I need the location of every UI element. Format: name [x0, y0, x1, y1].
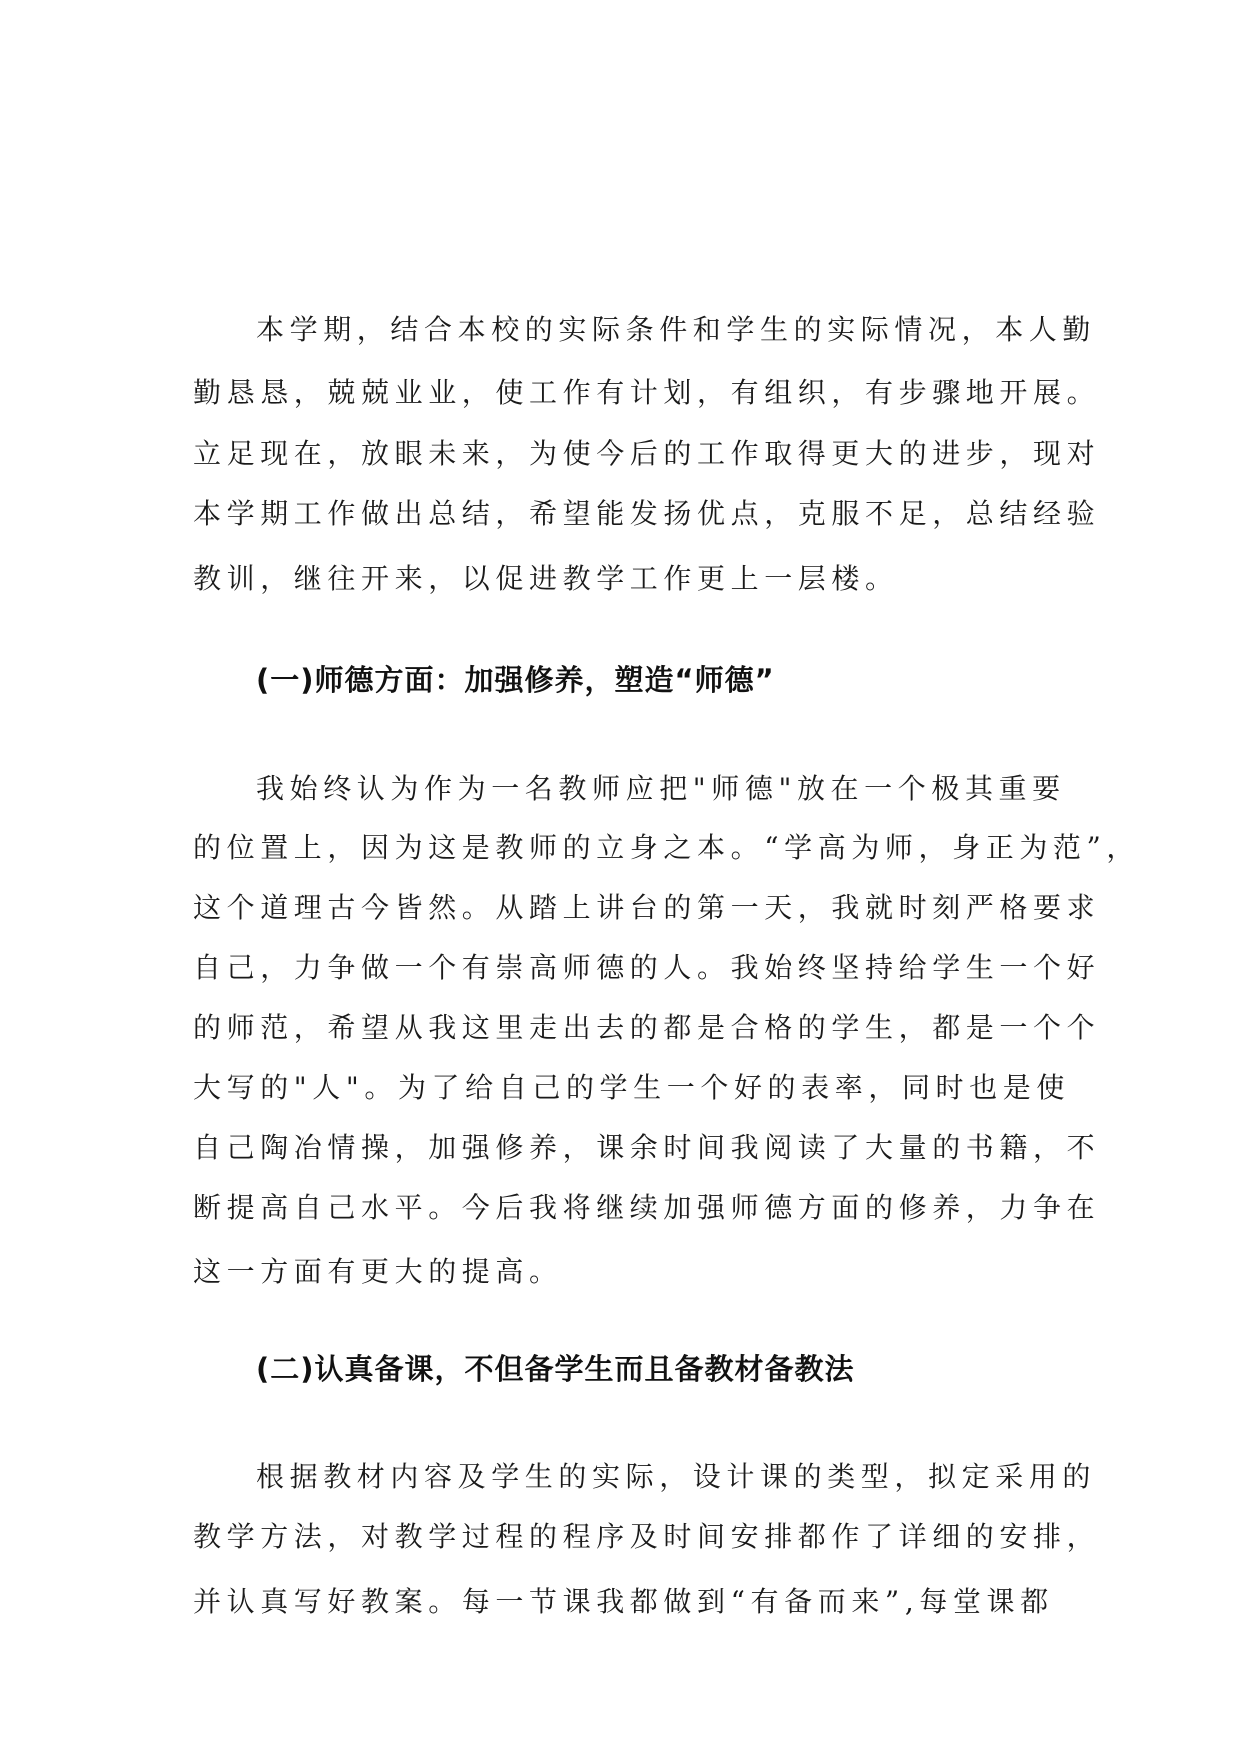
- paragraph-line: 这一方面有更大的提高。: [193, 1255, 563, 1288]
- paragraph-line: 自己陶冶情操，加强修养，课余时间我阅读了大量的书籍，不: [193, 1131, 1101, 1164]
- paragraph-line: 本学期，结合本校的实际条件和学生的实际情况，本人勤: [256, 313, 1097, 346]
- paragraph-line: 教训，继往开来，以促进教学工作更上一层楼。: [193, 562, 899, 595]
- paragraph-line: 的师范，希望从我这里走出去的都是合格的学生，都是一个个: [193, 1011, 1101, 1044]
- paragraph-line: 并认真写好教案。每一节课我都做到“有备而来”,每堂课都: [193, 1585, 1054, 1618]
- paragraph-line: 自己，力争做一个有崇高师德的人。我始终坚持给学生一个好: [193, 951, 1101, 984]
- section-heading: (一)师德方面：加强修养，塑造“师德”: [256, 663, 775, 697]
- paragraph-line: 本学期工作做出总结，希望能发扬优点，克服不足，总结经验: [193, 497, 1101, 530]
- paragraph-line: 教学方法，对教学过程的程序及时间安排都作了详细的安排，: [193, 1520, 1101, 1553]
- paragraph-line: 我始终认为作为一名教师应把"师德"放在一个极其重要: [256, 772, 1066, 805]
- paragraph-line: 大写的"人"。为了给自己的学生一个好的表率，同时也是使: [193, 1071, 1070, 1104]
- paragraph-line: 这个道理古今皆然。从踏上讲台的第一天，我就时刻严格要求: [193, 891, 1101, 924]
- section-heading: (二)认真备课，不但备学生而且备教材备教法: [256, 1352, 855, 1386]
- paragraph-line: 断提高自己水平。今后我将继续加强师德方面的修养，力争在: [193, 1191, 1101, 1224]
- paragraph-line: 勤恳恳，兢兢业业，使工作有计划，有组织，有步骤地开展。: [193, 376, 1101, 409]
- paragraph-line: 根据教材内容及学生的实际，设计课的类型，拟定采用的: [256, 1460, 1097, 1493]
- paragraph-line: 的位置上，因为这是教师的立身之本。“学高为师，身正为范”，: [193, 831, 1141, 864]
- paragraph-line: 立足现在，放眼未来，为使今后的工作取得更大的进步，现对: [193, 437, 1101, 470]
